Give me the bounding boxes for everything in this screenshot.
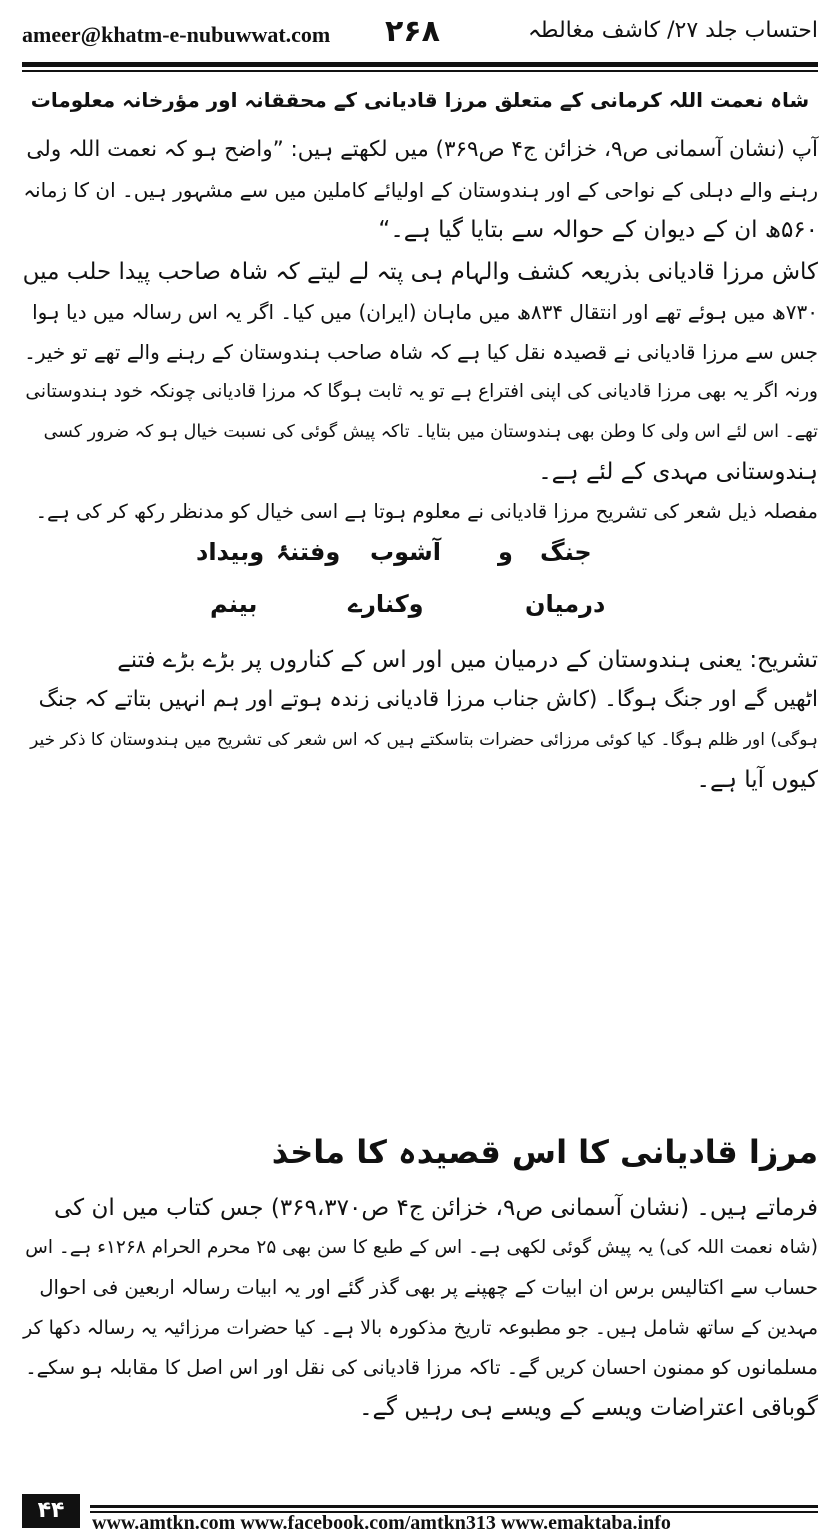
header-rule-thin [22,70,818,72]
paragraph-line: ہندوستانی مہدی کے لئے ہے۔ [538,459,818,485]
verse-word: آشوب [370,538,441,566]
paragraph-line: (شاہ نعمت اللہ کی) یہ پیش گوئی لکھی ہے۔ اس کے طبع کا سن بھی ۲۵ محرم الحرام ۱۲۶۸ء ہے۔ اس [25,1237,818,1258]
verse-word: جنگ [540,538,592,566]
verse-word: وفتنۂ [276,538,341,566]
paragraph-line: جس سے مرزا قادیانی نے قصیدہ نقل کیا ہے کہ شاہ صاحب ہندوستان کے رہنے والے تھے تو خیر۔ [24,340,818,364]
paragraph-line: حساب سے اکتالیس برس ان ابیات کے چھپنے پر بھی گذر گئے اور یہ ابیات رسالہ اربعین فی احوال [39,1276,818,1299]
paragraph-line: فرماتے ہیں۔ (نشان آسمانی ص۹، خزائن ج۴ ص۳۶۹،۳۷۰) جس کتاب میں ان کی [54,1195,818,1221]
footer-rule-thick [90,1505,818,1508]
verse-word: بینم [210,590,258,618]
paragraph-1 [22,130,818,250]
paragraph-line: گوباقی اعتراضات ویسے کے ویسے ہی رہیں گے۔ [359,1395,818,1421]
paragraph-line: ۷۳۰ھ میں ہوئے تھے اور انتقال ۸۳۴ھ میں ماہان (ایران) میں کیا۔ اگر یہ اس رسالہ میں دیا ہوا [32,300,818,324]
verse-word: و [498,538,513,566]
section-heading: شاہ نعمت اللہ کرمانی کے متعلق مرزا قادیانی کے محققانہ اور مؤرخانہ معلومات [30,88,810,112]
paragraph-5 [22,1188,818,1428]
paragraph-line: آپ (نشان آسمانی ص۹، خزائن ج۴ ص۳۶۹) میں لکھتے ہیں: ”واضح ہو کہ نعمت اللہ ولی [26,137,818,162]
section-heading: مرزا قادیانی کا اس قصیدہ کا ماخذ [271,1133,818,1171]
verse-word: درمیان [525,590,606,618]
verse-word: وکنارے [348,590,424,618]
footer-page-badge: ۴۴ [22,1494,80,1528]
paragraph-4 [22,640,818,800]
paragraph-3 [22,492,818,532]
header-page-number: ۲۶۸ [385,14,440,49]
footer-links[interactable]: www.amtkn.com www.facebook.com/amtkn313 www.emaktaba.info [92,1512,671,1534]
paragraph-line: کیوں آیا ہے۔ [696,767,818,793]
paragraph-line: ۵۶۰ھ ان کے دیوان کے حوالہ سے بتایا گیا ہے۔“ [378,217,818,243]
paragraph-line: ورنہ اگر یہ بھی مرزا قادیانی کی اپنی افتراع ہے تو یہ ثابت ہوگا کہ مرزا قادیانی چونکہ خود ہندوستانی [25,381,818,402]
paragraph-line: مسلمانوں کو ممنون احسان کریں گے۔ تاکہ مرزا قادیانی کی نقل اور اس اصل کا مقابلہ ہو سکے۔ [25,1356,818,1379]
paragraph-line: تھے۔ اس لئے اس ولی کا وطن بھی ہندوستان میں بتایا۔ تاکہ پیش گوئی کی نسبت خیال ہو کہ ضرور کسی [43,422,818,442]
verse-word: وبیداد [196,538,265,566]
paragraph-line: مفصلہ ذیل شعر کی تشریح مرزا قادیانی نے معلوم ہوتا ہے اسی خیال کو مدنظر رکھ کر کی ہے۔ [35,500,818,523]
paragraph-line: اٹھیں گے اور جنگ ہوگا۔ (کاش جناب مرزا قادیانی زندہ ہوتے اور ہم انہیں بتاتے کہ جنگ [38,687,818,712]
paragraph-2 [22,252,818,492]
header-book-title: احتساب جلد ۲۷/ کاشف مغالطہ [528,18,818,43]
paragraph-line: تشریح: یعنی ہندوستان کے درمیان میں اور اس کے کناروں پر بڑے بڑے فتنے [117,647,818,673]
paragraph-line: مہدین کے ساتھ شامل ہیں۔ جو مطبوعہ تاریخ مذکورہ بالا ہے۔ کیا حضرات مرزائیہ یہ رسالہ دکھا کر [23,1317,818,1339]
paragraph-line: رہنے والے دہلی کے نواحی کے اور ہندوستان کے اولیائے کاملین میں سے مشہور ہیں۔ ان کا زمانہ [23,178,818,202]
header-email: ameer@khatm-e-nubuwwat.com [22,22,331,47]
paragraph-line: کاش مرزا قادیانی بذریعہ کشف والہام ہی پتہ لے لیتے کہ شاہ صاحب پیدا حلب میں [22,259,818,285]
header-rule-thick [22,62,818,67]
paragraph-line: ہوگی) اور ظلم ہوگا۔ کیا کوئی مرزائی حضرات بتاسکتے ہیں کہ اس شعر کی تشریح میں ہندوستان کا ذکر خیر [30,730,818,750]
